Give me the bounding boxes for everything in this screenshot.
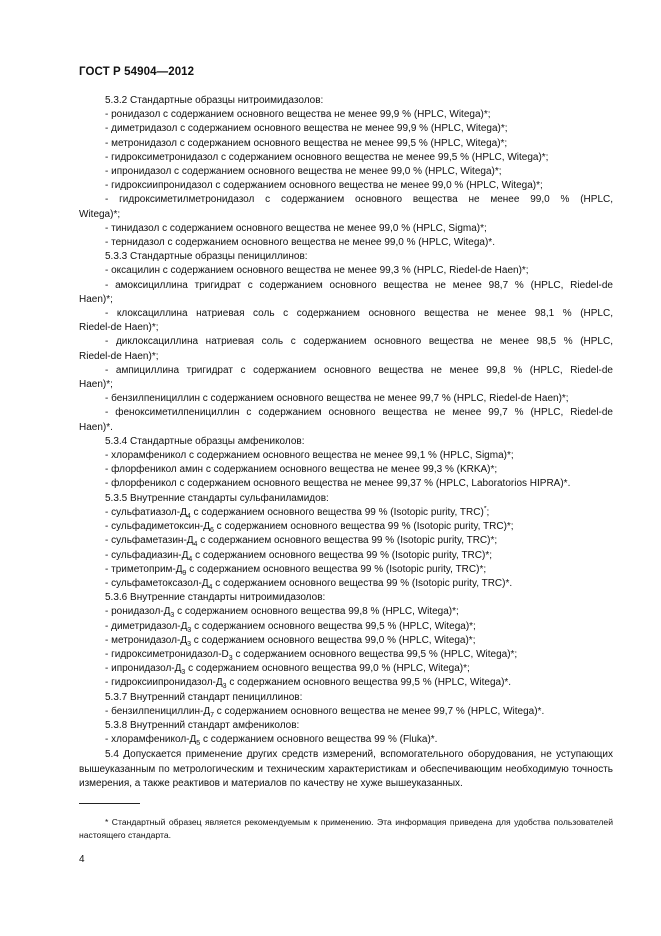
text-line: - амоксициллина тригидрат с содержанием основного вещества не менее 98,7 % (HPLC, Riedel-de xyxy=(105,279,613,291)
isotope-subscript: 7 xyxy=(210,711,214,719)
isotope-subscript: 4 xyxy=(186,512,191,520)
text-line: - ампициллина тригидрат с содержанием основного вещества не менее 99,8 % (HPLC, Riedel-de xyxy=(105,364,613,376)
line-text: - хлорамфеникол с содержанием основного вещества не менее 99,1 % (HPLC, Sigma)*; xyxy=(105,450,514,462)
compound-name: - ипронидазол-Д xyxy=(105,663,182,675)
isotope-subscript: 3 xyxy=(228,654,233,662)
text-line: - феноксиметилпенициллин с содержанием основного вещества не менее 99,7 % (HPLC, Riedel-de xyxy=(105,407,613,419)
line-text: 5.3.2 Стандартные образцы нитроимидазолов: xyxy=(105,95,324,106)
text-line xyxy=(79,534,613,548)
line-text: 5.3.5 Внутренние стандарты сульфаниламидов: xyxy=(105,492,329,504)
isotope-subscript: 5 xyxy=(196,740,201,748)
compound-description: с содержанием основного вещества 99 % (Isotopic purity, TRC) xyxy=(190,506,484,518)
line-text: Haen)*; xyxy=(79,379,113,391)
isotope-subscript: 3 xyxy=(187,640,191,648)
line-text: Riedel-de Haen)*; xyxy=(79,322,159,334)
line-text: - тинидазол с содержанием основного вещества не менее 99,0 % (HPLC, Sigma)*; xyxy=(105,222,487,234)
text-line xyxy=(79,350,613,364)
compound-name: - метронидазол-Д xyxy=(105,634,188,646)
text-line xyxy=(79,563,613,577)
text-line xyxy=(79,392,613,406)
compound-description: с содержанием основного вещества не менее 99,7 % (HPLC, Witega)*. xyxy=(214,705,545,717)
line-text: 5.3.7 Внутренний стандарт пенициллинов: xyxy=(105,691,303,703)
section-heading-line xyxy=(79,591,613,605)
reagent-list xyxy=(79,94,613,747)
line-text: 5.3.4 Стандартные образцы амфениколов: xyxy=(105,435,305,447)
footnote: * Стандартный образец является рекомендуемым к применению. Эта информация приведена для удобства пользователей настоящего стандарта. xyxy=(79,817,613,840)
line-text: - ипронидазол с содержанием основного вещества не менее 99,0 % (HPLC, Witega)*; xyxy=(105,166,502,178)
text-line xyxy=(79,293,613,307)
line-text: 5.3.3 Стандартные образцы пенициллинов: xyxy=(105,251,308,263)
isotope-subscript: 4 xyxy=(208,583,213,591)
isotope-subscript: 3 xyxy=(181,669,186,677)
text-line xyxy=(79,662,613,676)
page-number: 4 xyxy=(79,854,85,865)
text-line xyxy=(79,520,613,534)
isotope-subscript: 4 xyxy=(188,555,193,563)
text-line xyxy=(79,506,613,520)
section-heading-line xyxy=(79,94,613,108)
compound-description: с содержанием основного вещества 99 % (Isotopic purity, TRC)*. xyxy=(212,577,513,589)
isotope-subscript: 3 xyxy=(222,683,227,691)
footnote-mark: * xyxy=(483,505,487,513)
line-text: - флорфеникол амин с содержанием основного вещества не менее 99,3 % (KRKA)*; xyxy=(105,464,498,476)
text-line xyxy=(79,208,613,222)
compound-name: - бензилпенициллин-Д xyxy=(105,705,211,717)
text-line xyxy=(79,620,613,634)
line-text: Riedel-de Haen)*; xyxy=(79,350,159,362)
text-line: - гидроксиметилметронидазол с содержанием основного вещества не менее 99,0 % (HPLC, xyxy=(105,194,613,206)
line-text: 5.3.6 Внутренние стандарты нитроимидазолов: xyxy=(105,592,326,604)
compound-description: с содержанием основного вещества 99,5 % (HPLC, Witega)*; xyxy=(232,648,518,660)
compound-description: с содержанием основного вещества 99 % (Isotopic purity, TRC)*; xyxy=(186,563,487,575)
text-line xyxy=(79,236,613,250)
compound-name: - ронидазол-Д xyxy=(105,606,171,618)
line-text: - гидроксиипронидазол с содержанием основного вещества не менее 99,0 % (HPLC, Witega)*; xyxy=(105,180,543,192)
text-line xyxy=(79,463,613,477)
compound-name: - сульфадиметоксин-Д xyxy=(105,521,210,533)
line-text: 5.3.8 Внутренний стандарт амфениколов: xyxy=(105,719,300,731)
text-line xyxy=(79,151,613,165)
text-line xyxy=(79,676,613,690)
text-line xyxy=(79,605,613,619)
compound-name: - гидроксиипронидазол-Д xyxy=(105,677,223,689)
compound-description: с содержанием основного вещества 99 % (Isotopic purity, TRC)*; xyxy=(197,535,498,547)
text-line xyxy=(79,122,613,136)
line-text: - ронидазол с содержанием основного вещества не менее 99,9 % (HPLC, Witega)*; xyxy=(105,109,491,121)
text-line xyxy=(79,378,613,392)
compound-description: с содержанием основного вещества 99,5 % (HPLC, Witega)*; xyxy=(191,620,476,632)
compound-description: с содержанием основного вещества 99,0 % (HPLC, Witega)*; xyxy=(185,663,470,675)
compound-description: с содержанием основного вещества 99 % (Isotopic purity, TRC)*; xyxy=(213,521,514,533)
text-line xyxy=(79,577,613,591)
isotope-subscript: 6 xyxy=(209,527,214,535)
line-text: - флорфеникол с содержанием основного вещества не менее 99,37 % (HPLC, Laboratorios HIPRA)*. xyxy=(105,478,571,490)
text-line xyxy=(79,705,613,719)
compound-name: - триметоприм-Д xyxy=(105,563,183,575)
line-text: Witega)*; xyxy=(79,208,121,220)
compound-description: с содержанием основного вещества 99,8 % (HPLC, Witega)*; xyxy=(174,606,459,618)
isotope-subscript: 4 xyxy=(193,541,198,549)
text-line xyxy=(79,648,613,662)
compound-name: - диметридазол-Д xyxy=(105,620,188,632)
text-line xyxy=(79,549,613,563)
compound-name: - сульфадиазин-Д xyxy=(105,549,189,561)
compound-name: - гидроксиметронидазол-D xyxy=(105,648,229,660)
line-text: - оксацилин с содержанием основного вещества не менее 99,3 % (HPLC, Riedel-de Haen)*; xyxy=(105,265,529,277)
text-line xyxy=(79,165,613,179)
text-line xyxy=(79,477,613,491)
main-text xyxy=(79,94,613,791)
section-heading-line xyxy=(79,691,613,705)
isotope-subscript: 3 xyxy=(187,626,192,634)
text-line xyxy=(79,179,613,193)
compound-description: с содержанием основного вещества 99,5 % (HPLC, Witega)*. xyxy=(226,677,512,689)
line-text: - тернидазол с содержанием основного вещества не менее 99,0 % (HPLC, Witega)*. xyxy=(105,237,495,249)
section-heading-line xyxy=(79,719,613,733)
section-heading-line xyxy=(79,492,613,506)
text-line: - диклоксациллина натриевая соль с содержанием основного вещества не менее 98,5 % (HPLC, xyxy=(105,336,613,348)
text-line xyxy=(79,733,613,747)
section-heading-line xyxy=(79,250,613,264)
isotope-subscript: 9 xyxy=(182,569,187,577)
compound-name: - сульфаметазин-Д xyxy=(105,535,194,547)
text-line xyxy=(79,421,613,435)
compound-description: с содержанием основного вещества 99 % (Fluka)*. xyxy=(200,734,438,746)
text-line: - клоксациллина натриевая соль с содержанием основного вещества не менее 98,1 % (HPLC, xyxy=(105,308,613,320)
line-tail: ; xyxy=(486,506,490,518)
line-text: - бензилпенициллин с содержанием основного вещества не менее 99,7 % (HPLC, Riedel-de Haen)*; xyxy=(105,393,569,405)
paragraph-5-4: 5.4 Допускается применение других средств измерений, вспомогательного оборудования, не уступающих вышеуказанным по метрологическим и техническим характеристикам и обеспечивающим необходимую точность измерения, а также реактивов и материалов по качеству не хуже вышеуказанных. xyxy=(79,749,613,789)
standard-header: ГОСТ Р 54904—2012 xyxy=(79,66,195,78)
text-line xyxy=(79,264,613,278)
compound-description: с содержанием основного вещества 99 % (Isotopic purity, TRC)*; xyxy=(192,549,492,561)
text-line xyxy=(79,449,613,463)
section-heading-line xyxy=(79,435,613,449)
text-line xyxy=(79,222,613,236)
line-text: - диметридазол с содержанием основного вещества не менее 99,9 % (HPLC, Witega)*; xyxy=(105,123,508,135)
line-text: - гидроксиметронидазол с содержанием основного вещества не менее 99,5 % (HPLC, Witega)*; xyxy=(105,151,549,163)
line-text: - метронидазол с содержанием основного вещества не менее 99,5 % (HPLC, Witega)*; xyxy=(105,137,508,149)
text-line xyxy=(79,634,613,648)
line-text: Haen)*. xyxy=(79,421,113,433)
isotope-subscript: 3 xyxy=(170,612,175,620)
text-line xyxy=(79,108,613,122)
line-text: Haen)*; xyxy=(79,293,113,305)
compound-description: с содержанием основного вещества 99,0 % (HPLC, Witega)*; xyxy=(190,634,476,646)
text-line xyxy=(79,137,613,151)
text-line xyxy=(79,321,613,335)
compound-name: - сульфаметоксазол-Д xyxy=(105,577,209,589)
footnote-separator xyxy=(79,803,140,804)
compound-name: - сульфатиазол-Д xyxy=(105,506,187,518)
compound-name: - хлорамфеникол-Д xyxy=(105,734,197,746)
